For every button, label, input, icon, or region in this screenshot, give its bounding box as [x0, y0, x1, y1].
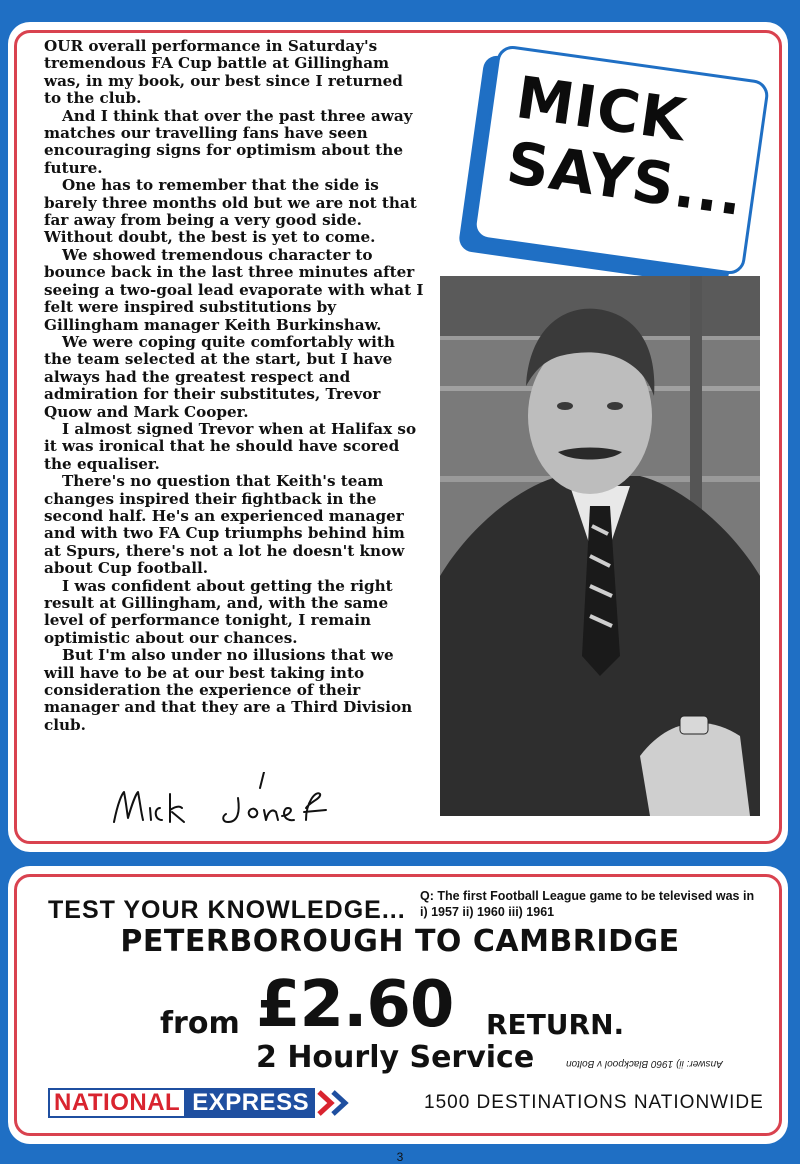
heading-text [503, 64, 759, 228]
paragraph: OUR overall performance in Saturday's tremendous FA Cup battle at Gillingham was, in my book, our best since I returned to the club. [44, 37, 403, 108]
logo-express: EXPRESS [186, 1088, 315, 1118]
mick-says-heading [470, 56, 758, 270]
price-return: RETURN. [486, 1008, 625, 1041]
logo-national: NATIONAL [48, 1088, 186, 1118]
route-title: PETERBOROUGH TO CAMBRIDGE [120, 924, 680, 959]
paragraph: There's no question that Keith's team changes inspired their fightback in the second half. He's an experienced manager and with two FA Cup triumphs behind him at Spurs, there's not a lot he doesn't know about Cup football. [44, 472, 405, 578]
quiz-title: TEST YOUR KNOWLEDGE... [48, 896, 406, 924]
paragraph: We showed tremendous character to bounce back in the last three minutes after seeing a two-goal lead evaporate with what I felt were inspired substitutions by Gillingham manager Keith Burkinshaw. [44, 245, 424, 334]
article-body [44, 38, 424, 734]
quiz-answer: Answer: ii) 1960 Blackpool v Bolton [566, 1058, 723, 1069]
manager-photo [440, 276, 760, 816]
paragraph: We were coping quite comfortably with the team selected at the start, but I have always had the greatest respect and admiration for their substitutes, Trevor Quow and Mark Cooper. [44, 332, 395, 421]
heading-line-1: MICK [512, 63, 691, 155]
paragraph: One has to remember that the side is barely three months old but we are not that far away from being a very good side. Without doubt, the best is yet to come. [44, 176, 417, 247]
quiz-question-block [420, 888, 780, 920]
paragraph: I was confident about getting the right result at Gillingham, and, with the same level of performance tonight, I remain optimistic about our chances. [44, 576, 393, 647]
quiz-options: i) 1957 ii) 1960 iii) 1961 [420, 905, 555, 919]
chevron-right-icon [317, 1088, 353, 1118]
paragraph: I almost signed Trevor when at Halifax so it was ironical that he should have scored the equaliser. [44, 419, 417, 473]
heading-line-2: SAYS... [502, 128, 748, 230]
page-number: 3 [396, 1150, 404, 1164]
price-from: from [160, 1006, 240, 1041]
price-line [160, 968, 680, 1048]
paragraph: But I'm also under no illusions that we will have to be at our best taking into consideration the experience of their manager and that they are a Third Division club. [44, 646, 413, 734]
paragraph: And I think that over the past three away matches our travelling fans have seen encouraging signs for optimism about the future. [44, 106, 413, 177]
heading-card [472, 44, 771, 276]
service-frequency: 2 Hourly Service [256, 1040, 535, 1075]
price-amount: £2.60 [256, 968, 454, 1042]
handwritten-signature [110, 772, 370, 832]
quiz-question: Q: The first Football League game to be televised was in [420, 889, 755, 903]
national-express-logo [48, 1088, 353, 1118]
destinations-text: 1500 DESTINATIONS NATIONWIDE [424, 1092, 764, 1113]
